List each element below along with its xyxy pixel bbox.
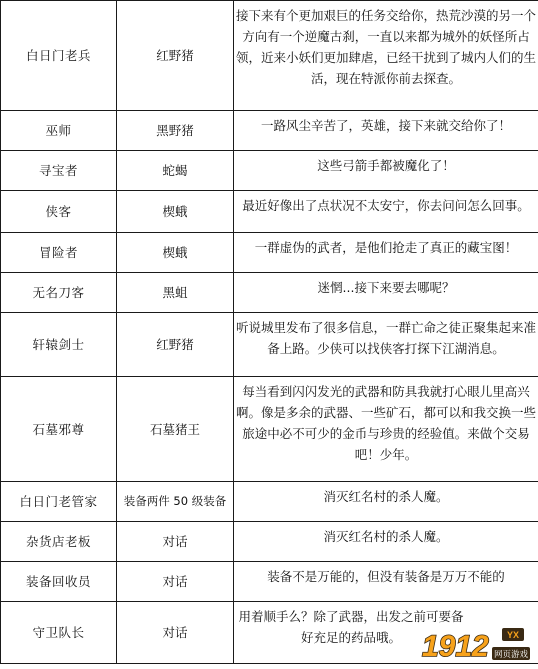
dialogue-cell: 最近好像出了点状况不太安宁，你去问问怎么回事。 (234, 191, 538, 233)
npc-cell: 寻宝者 (1, 151, 117, 191)
logo-subtitle: 网页游戏 (493, 650, 529, 660)
dialogue-cell: 装备不是万能的，但没有装备是万万不能的 (234, 562, 538, 602)
target-cell: 黑野猪 (117, 111, 234, 151)
npc-cell: 白日门老兵 (1, 1, 117, 111)
target-cell: 对话 (117, 522, 234, 562)
site-logo (420, 625, 532, 665)
table-row (1, 562, 538, 602)
npc-cell: 轩辕剑士 (1, 313, 117, 377)
target-cell: 对话 (117, 602, 234, 664)
npc-cell: 无名刀客 (1, 273, 117, 313)
dialogue-cell: 接下来有个更加艰巨的任务交给你，热荒沙漠的另一个方向有一个逆魔古刹，一直以来都为城外的妖怪所占领，近来小妖们更加肆虐，已经干扰到了城内人们的生活，现在特派你前去探查。 (234, 1, 538, 111)
table-row (1, 273, 538, 313)
target-cell: 楔蛾 (117, 191, 234, 233)
logo-badge: YX (506, 630, 520, 640)
target-cell: 石墓猪王 (117, 377, 234, 482)
dialogue-cell: 一群虚伪的武者，是他们抢走了真正的藏宝图！ (234, 233, 538, 273)
npc-cell: 守卫队长 (1, 602, 117, 664)
npc-cell: 杂货店老板 (1, 522, 117, 562)
table-row (1, 1, 538, 111)
table-row (1, 233, 538, 273)
dialogue-cell: 一路风尘辛苦了，英雄，接下来就交给你了！ (234, 111, 538, 151)
table-row (1, 151, 538, 191)
target-cell: 红野猪 (117, 1, 234, 111)
target-cell: 楔蛾 (117, 233, 234, 273)
target-cell: 红野猪 (117, 313, 234, 377)
npc-cell: 装备回收员 (1, 562, 117, 602)
dialogue-cell: 每当看到闪闪发光的武器和防具我就打心眼儿里高兴啊。像是多余的武器、一些矿石，都可以和我交换一些旅途中必不可少的金币与珍贵的经验值。来做个交易吧！少年。 (234, 377, 538, 482)
dialogue-cell: 听说城里发布了很多信息，一群亡命之徒正聚集起来准备上路。少侠可以找侠客打探下江湖消息。 (234, 313, 538, 377)
target-cell: 对话 (117, 562, 234, 602)
dialogue-cell: 迷惘...接下来要去哪呢？ (234, 273, 538, 313)
npc-cell: 侠客 (1, 191, 117, 233)
table-row (1, 111, 538, 151)
table-row (1, 313, 538, 377)
npc-cell: 冒险者 (1, 233, 117, 273)
npc-cell: 巫师 (1, 111, 117, 151)
target-cell: 蛇蝎 (117, 151, 234, 191)
target-cell: 黑蛆 (117, 273, 234, 313)
table-row (1, 377, 538, 482)
dialogue-cell: 消灭红名村的杀人魔。 (234, 482, 538, 522)
table-row (1, 482, 538, 522)
dialogue-cell: 这些弓箭手都被魔化了！ (234, 151, 538, 191)
npc-cell: 白日门老管家 (1, 482, 117, 522)
dialogue-cell: 消灭红名村的杀人魔。 (234, 522, 538, 562)
npc-cell: 石墓邪尊 (1, 377, 117, 482)
logo-number: 1912 (422, 630, 489, 663)
target-cell: 装备两件 50 级装备 (117, 482, 234, 522)
table-row (1, 522, 538, 562)
table-row (1, 191, 538, 233)
dialogue-cell: 用着顺手么？除了武器，出发之前可要备好充足的药品哦。 (234, 602, 538, 664)
